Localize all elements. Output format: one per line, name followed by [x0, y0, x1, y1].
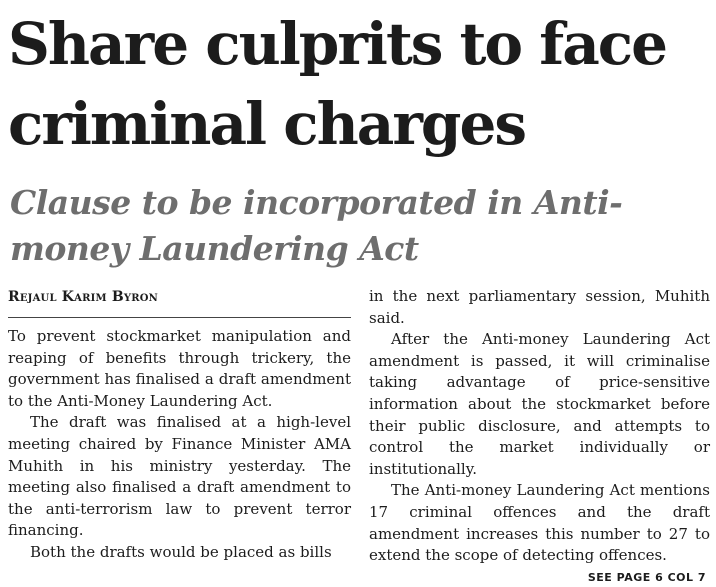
body-paragraph: The Anti-money Laundering Act mentions 17 criminal offences and the draft amendment increases this number to 27 to extend the scope of detecting offences. [369, 481, 710, 565]
body-paragraph: After the Anti-money Laundering Act amendment is passed, it will criminalise taking advantage of price-sensitive information about the stockmarket before their public disclosure, and attempts to control the market individually or institutionally. [369, 330, 710, 478]
subheadline: Clause to be incorporated in Anti-money Laundering Act [10, 183, 623, 268]
headline: Share culprits to face criminal charges [8, 10, 667, 158]
body-paragraph: The draft was finalised at a high-level meeting chaired by Finance Minister AMA Muhith in his ministry yesterday. The meeting also finalised a draft amendment to the anti-terrorism law to prevent terror financing. [8, 413, 351, 540]
continuation-note: SEE PAGE 6 COL 7 [587, 571, 706, 584]
article-column-left [8, 286, 351, 564]
byline: Rejaul Karim Byron [8, 286, 351, 318]
body-paragraph: in the next parliamentary session, Muhith said. [369, 287, 710, 327]
article-column-right [369, 286, 710, 567]
body-paragraph: Both the drafts would be placed as bills [30, 542, 332, 561]
body-paragraph: To prevent stockmarket manipulation and reaping of benefits through trickery, the government has finalised a draft amendment to the Anti-Money Laundering Act. [8, 327, 351, 410]
